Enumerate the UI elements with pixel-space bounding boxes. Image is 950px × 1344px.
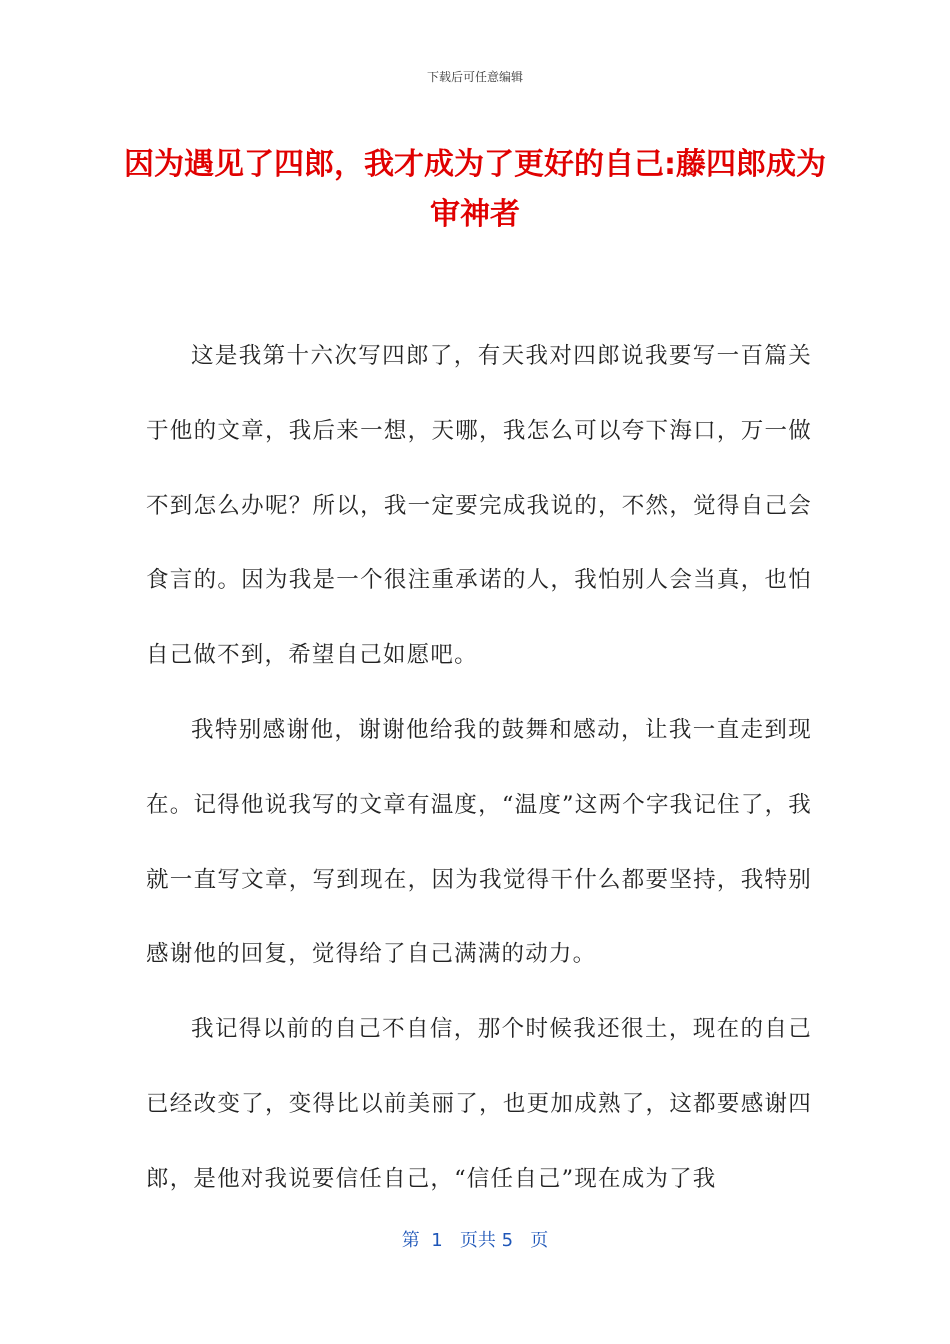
page-number-footer: 第 1 页共 5 页 xyxy=(401,1230,549,1251)
paragraph-3: 我记得以前的自己不自信，那个时候我还很土，现在的自己已经改变了，变得比以前美丽了，也更加成熟了，这都要感谢四郎，是他对我说要信任自己，“信任自己”现在成为了我 xyxy=(146,1016,812,1192)
header-note: 下载后可任意编辑 xyxy=(426,70,523,84)
paragraph-1: 这是我第十六次写四郎了，有天我对四郎说我要写一百篇关于他的文章，我后来一想，天哪，我怎么可以夸下海口，万一做不到怎么办呢？所以，我一定要完成我说的，不然，觉得自己会食言的。因为我是一个很注重承诺的人，我怕别人会当真，也怕自己做不到，希望自己如愿吧。 xyxy=(146,343,812,669)
document-title: 因为遇见了四郎，我才成为了更好的自己:藤四郎成为审神者 xyxy=(124,147,826,232)
document-body xyxy=(146,319,812,1217)
paragraph-2: 我特别感谢他，谢谢他给我的鼓舞和感动，让我一直走到现在。记得他说我写的文章有温度，“温度”这两个字我记住了，我就一直写文章，写到现在，因为我觉得干什么都要坚持，我特别感谢他的回复，觉得给了自己满满的动力。 xyxy=(146,716,812,968)
